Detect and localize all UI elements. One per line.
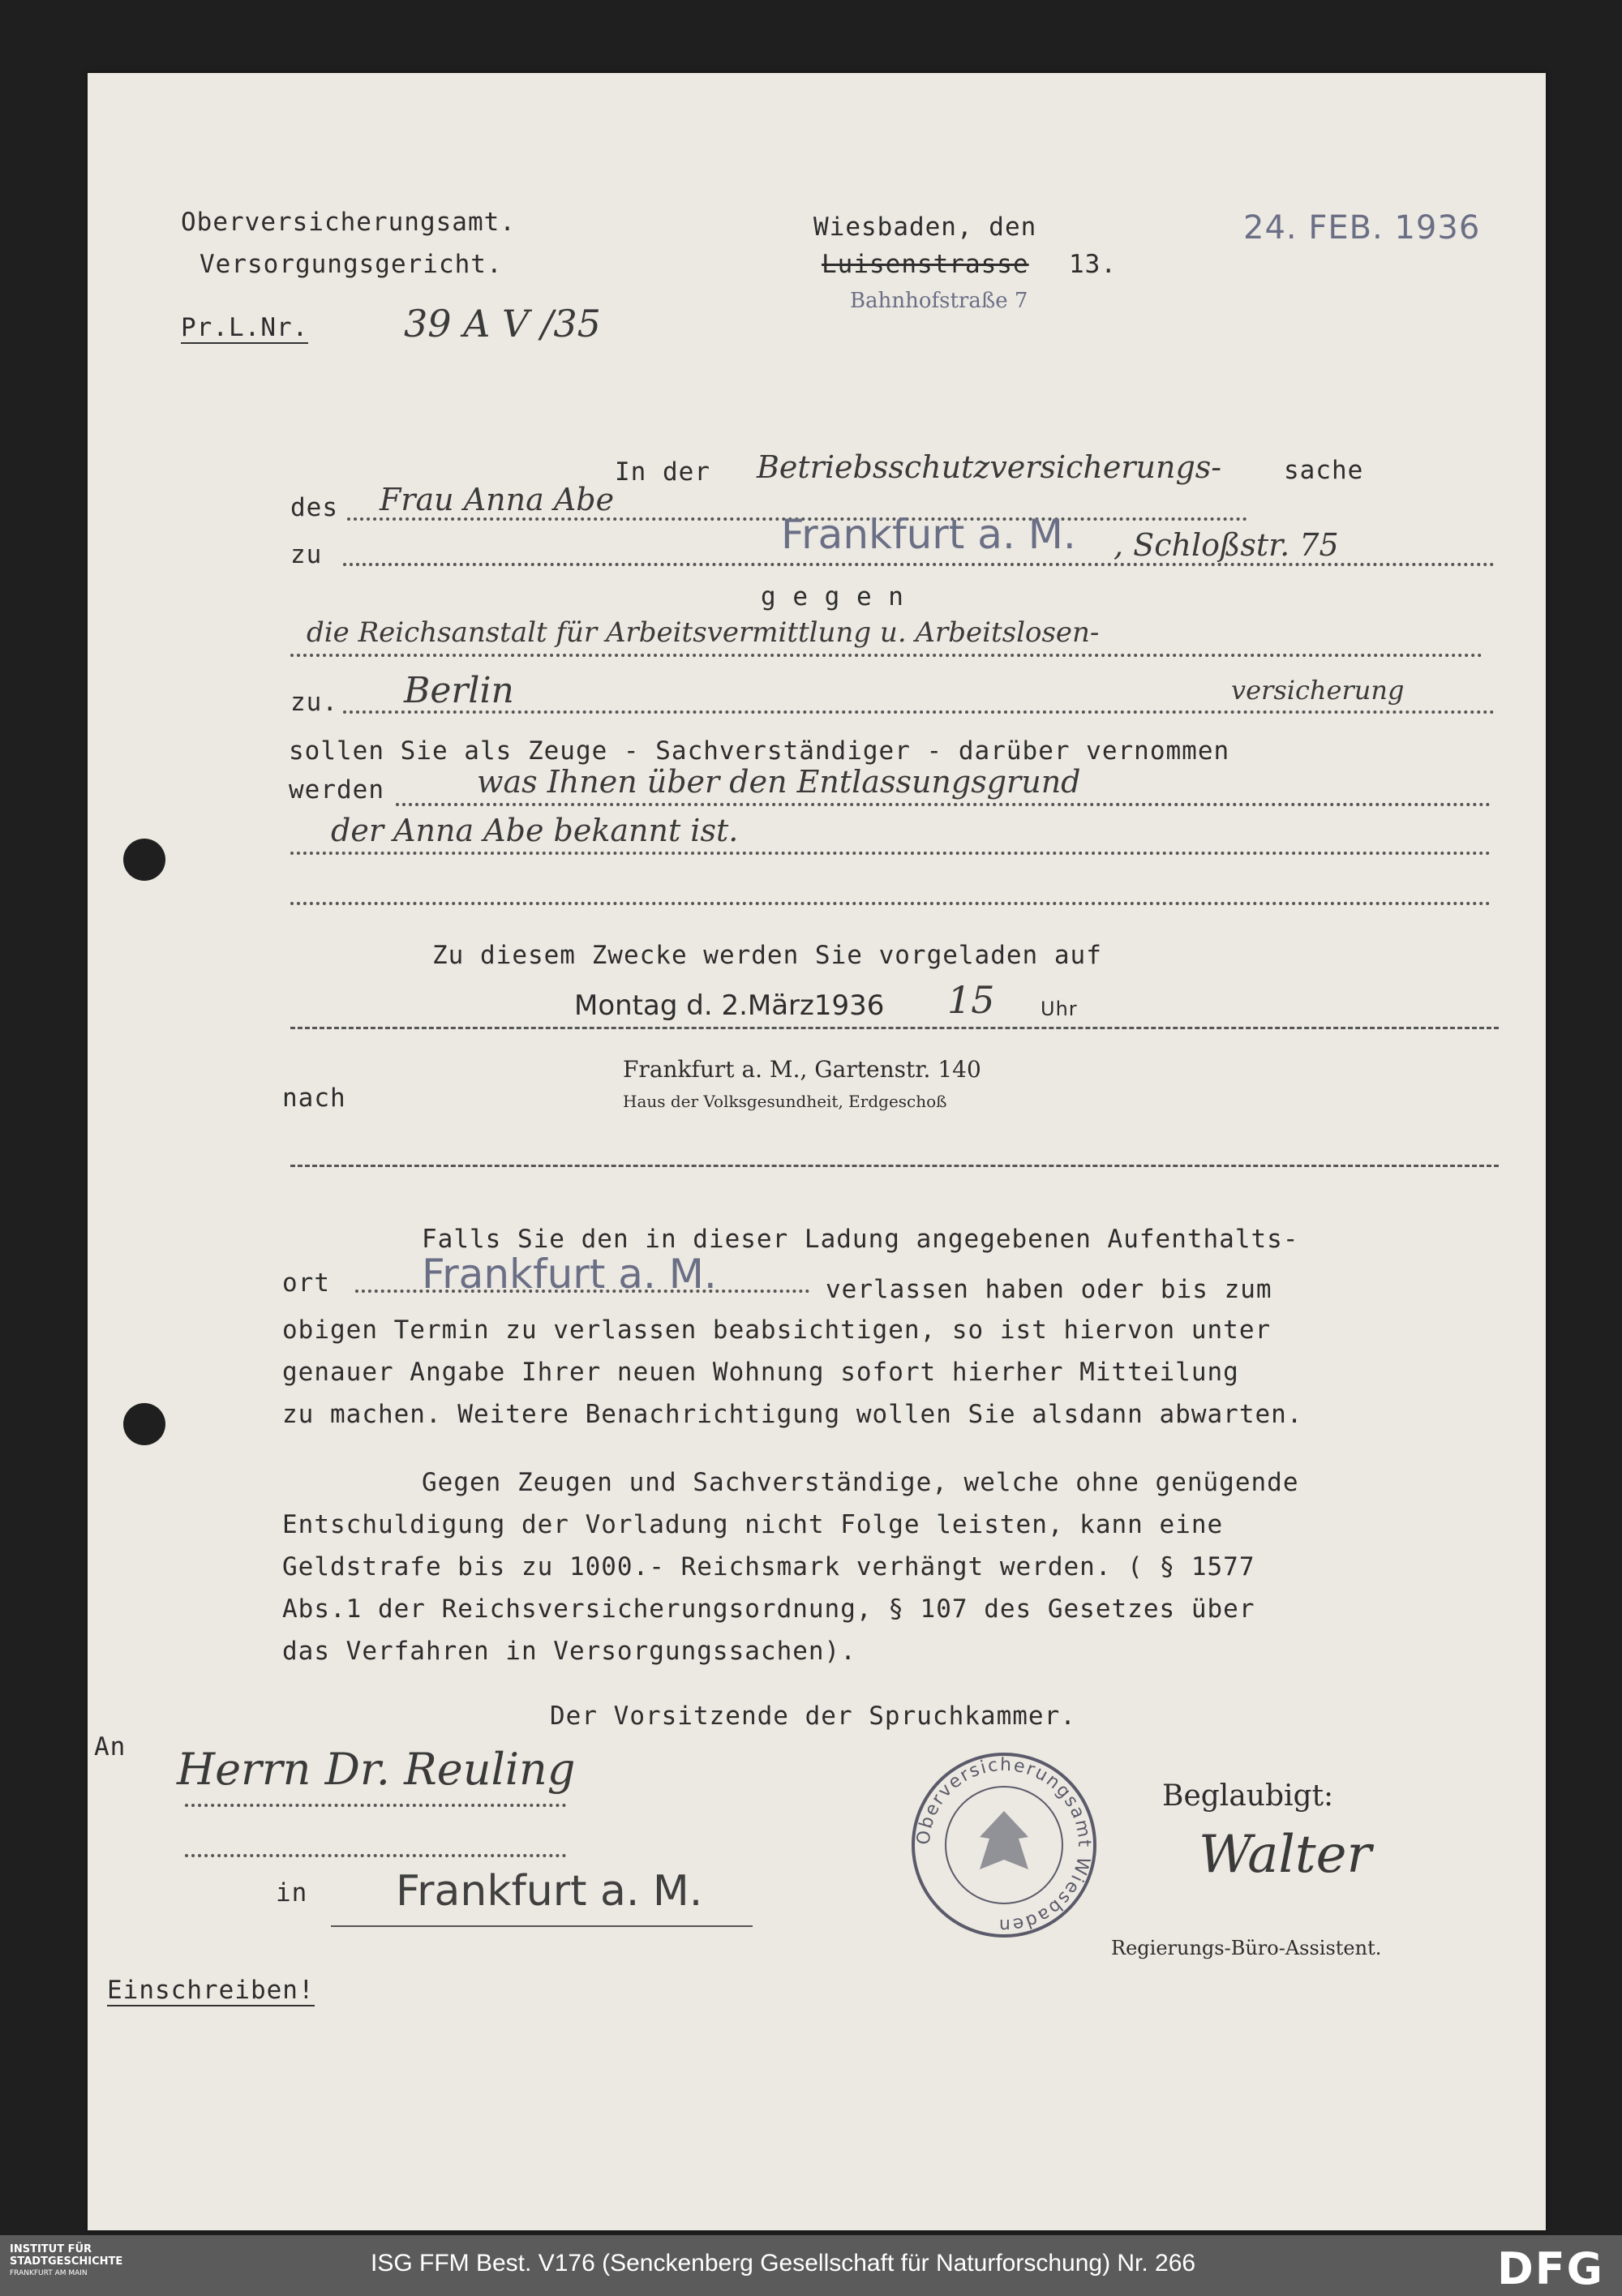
an-label: An bbox=[94, 1732, 127, 1762]
plaintiff-city-stamp: Frankfurt a. M. bbox=[781, 511, 1076, 558]
certified-label: Beglaubigt: bbox=[1162, 1779, 1334, 1813]
official-seal bbox=[907, 1748, 1101, 1942]
seal-text: Oberversicherungsamt Wiesbaden bbox=[913, 1754, 1095, 1936]
dotted-line bbox=[343, 710, 1495, 714]
paragraph1-line2: verlassen haben oder bis zum bbox=[826, 1275, 1272, 1304]
new-street-stamp: Bahnhofstraße 7 bbox=[850, 289, 1028, 313]
defendant-name: die Reichsanstalt für Arbeitsvermittlung u. Arbeitslosen- bbox=[307, 616, 1100, 649]
in-label: in bbox=[276, 1878, 308, 1908]
date-rule bbox=[290, 1027, 1499, 1029]
recipient-rule bbox=[331, 1925, 753, 1927]
paragraph2-line1: Gegen Zeugen und Sachverständige, welche ohne genügende bbox=[422, 1468, 1299, 1497]
archive-footer bbox=[0, 2235, 1622, 2296]
dotted-line bbox=[396, 803, 1491, 806]
paragraph1-line1: Falls Sie den in dieser Ladung angegebenen Aufenthalts- bbox=[422, 1225, 1299, 1254]
dotted-line bbox=[185, 1854, 566, 1857]
institute-line-1: INSTITUT FÜR bbox=[10, 2243, 92, 2255]
nach-label: nach bbox=[282, 1084, 346, 1113]
paragraph2-line4: Abs.1 der Reichsversicherungsordnung, § 107 des Gesetzes über bbox=[282, 1594, 1255, 1624]
document-page bbox=[88, 73, 1546, 2230]
institute-line-3: FRANKFURT AM MAIN bbox=[10, 2269, 88, 2277]
zu-label: zu bbox=[290, 540, 323, 569]
summons-line: Zu diesem Zwecke werden Sie vorgeladen auf bbox=[432, 941, 1102, 970]
institute-logo-text bbox=[10, 2243, 122, 2280]
reference-number: 39 A V /35 bbox=[404, 302, 601, 345]
reference-label: Pr.L.Nr. bbox=[181, 313, 309, 342]
sache-label: sache bbox=[1284, 456, 1364, 485]
paragraph1-line5: zu machen. Weitere Benachrichtigung wollen Sie alsdann abwarten. bbox=[282, 1400, 1303, 1429]
residence-city-stamp: Frankfurt a. M. bbox=[422, 1251, 717, 1298]
testimony-subject-2: der Anna Abe bekannt ist. bbox=[331, 813, 739, 848]
dotted-line bbox=[343, 563, 1495, 566]
signature: Walter bbox=[1199, 1825, 1372, 1885]
dotted-line bbox=[290, 852, 1491, 855]
dfg-logo: DFG bbox=[1496, 2243, 1604, 2294]
old-street: Luisenstrasse bbox=[822, 250, 1029, 279]
date-stamp: 24. FEB. 1936 bbox=[1243, 209, 1481, 247]
werden-label: werden bbox=[289, 775, 384, 805]
hearing-location-1: Frankfurt a. M., Gartenstr. 140 bbox=[623, 1056, 981, 1083]
location-rule bbox=[290, 1165, 1499, 1167]
court-name: Versorgungsgericht. bbox=[200, 250, 503, 279]
paragraph1-line4: genauer Angabe Ihrer neuen Wohnung sofort hierher Mitteilung bbox=[282, 1358, 1239, 1387]
paragraph2-line2: Entschuldigung der Vorladung nicht Folge leisten, kann eine bbox=[282, 1510, 1224, 1539]
hearing-location-2: Haus der Volksgesundheit, Erdgeschoß bbox=[623, 1092, 947, 1111]
institute-line-2: STADTGESCHICHTE bbox=[10, 2255, 123, 2268]
registered-mail-note: Einschreiben! bbox=[107, 1976, 315, 2005]
street-number: 13. bbox=[1069, 250, 1117, 279]
office-name: Oberversicherungsamt. bbox=[181, 208, 516, 237]
recipient-city-stamp: Frankfurt a. M. bbox=[396, 1867, 703, 1916]
uhr-label: Uhr bbox=[1041, 998, 1078, 1020]
hearing-time: 15 bbox=[947, 978, 995, 1022]
case-type: Betriebsschutzversicherungs- bbox=[757, 449, 1222, 485]
punch-hole-top bbox=[123, 839, 165, 881]
archive-caption: ISG FFM Best. V176 (Senckenberg Gesellschaft für Naturforschung) Nr. 266 bbox=[371, 2250, 1196, 2277]
official-title: Regierungs-Büro-Assistent. bbox=[1111, 1937, 1382, 1959]
plaintiff-address: , Schloßstr. 75 bbox=[1114, 527, 1339, 563]
paragraph1-line3: obigen Termin zu verlassen beabsichtigen, so ist hiervon unter bbox=[282, 1315, 1272, 1345]
punch-hole-bottom bbox=[123, 1403, 165, 1445]
hearing-date: Montag d. 2.März1936 bbox=[574, 989, 885, 1022]
defendant-city: Berlin bbox=[404, 670, 514, 711]
dotted-line bbox=[290, 654, 1483, 657]
testimony-subject-1: was Ihnen über den Entlassungsgrund bbox=[477, 764, 1081, 800]
gegen-label: g e g e n bbox=[761, 582, 904, 612]
chairman-line: Der Vorsitzende der Spruchkammer. bbox=[550, 1702, 1076, 1731]
dotted-line bbox=[185, 1804, 566, 1807]
paragraph2-line5: das Verfahren in Versorgungssachen). bbox=[282, 1637, 856, 1666]
paragraph1-ort: ort bbox=[282, 1268, 330, 1298]
witness-line: sollen Sie als Zeuge - Sachverständiger - darüber vernommen bbox=[289, 736, 1230, 766]
place-and-date-label: Wiesbaden, den bbox=[813, 212, 1037, 242]
defendant-extra: versicherung bbox=[1231, 675, 1405, 706]
recipient-name: Herrn Dr. Reuling bbox=[177, 1744, 576, 1795]
paragraph2-line3: Geldstrafe bis zu 1000.- Reichsmark verhängt werden. ( § 1577 bbox=[282, 1552, 1255, 1581]
dotted-line bbox=[290, 902, 1491, 905]
des-label: des bbox=[290, 493, 338, 522]
in-der-label: In der bbox=[615, 457, 710, 487]
plaintiff-name: Frau Anna Abe bbox=[380, 482, 615, 517]
zu-label-2: zu. bbox=[290, 688, 338, 717]
